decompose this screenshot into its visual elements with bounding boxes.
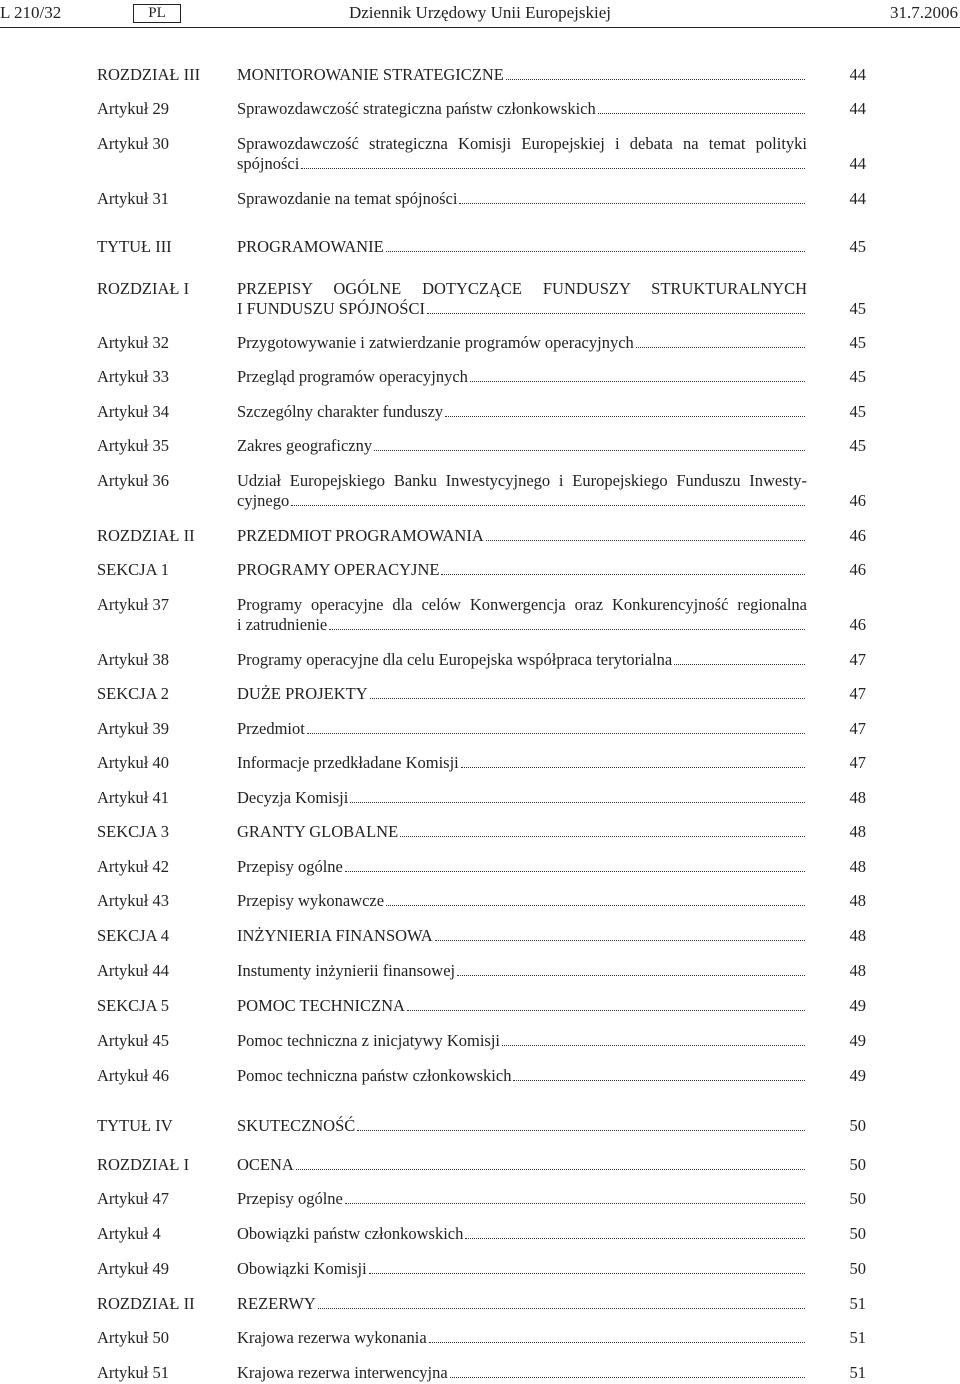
toc-entry-page-number: 47 [849, 753, 866, 772]
toc-title-text: OCENA [237, 1155, 294, 1174]
toc-entry-page-number: 50 [849, 1259, 866, 1278]
toc-entry-label: SEKCJA 4 [97, 926, 169, 945]
toc-entry-page-number: 46 [849, 526, 866, 545]
toc-entry-label: Artykuł 36 [97, 471, 169, 490]
toc-title-text: Przepisy ogólne [237, 857, 343, 876]
toc-entry-label: Artykuł 35 [97, 436, 169, 455]
toc-title-text: MONITOROWANIE STRATEGICZNE [237, 65, 504, 84]
toc-title-line [237, 650, 807, 670]
toc-entry-label: Artykuł 39 [97, 719, 169, 738]
toc-title-line [237, 154, 807, 174]
toc-entry-label: Artykuł 51 [97, 1363, 169, 1382]
toc-title-line [237, 65, 807, 85]
toc-entry-label: SEKCJA 2 [97, 684, 169, 703]
toc-entry-label: Artykuł 4 [97, 1224, 161, 1243]
toc-title-line [237, 1363, 807, 1383]
toc-entry-label: Artykuł 37 [97, 595, 169, 614]
toc-title-line: Programy operacyjne dla celów Konwergencja oraz Konkurencyjność regionalna [237, 595, 807, 614]
toc-entry-title [237, 788, 807, 808]
toc-title-line [237, 1155, 807, 1175]
toc-entry-page-number: 44 [849, 99, 866, 118]
dot-leader [674, 664, 805, 665]
toc-entry-title [237, 1189, 807, 1209]
toc-entry-title [237, 471, 807, 511]
toc-title-text: PROGRAMY OPERACYJNE [237, 560, 440, 579]
toc-entry-label: Artykuł 47 [97, 1189, 169, 1208]
toc-entry-page-number: 45 [849, 333, 866, 352]
dot-leader [427, 313, 805, 314]
toc-entry-page-number: 48 [849, 788, 866, 807]
toc-entry-title [237, 1328, 807, 1348]
toc-title-text: Obowiązki Komisji [237, 1259, 367, 1278]
dot-leader [457, 975, 805, 976]
toc-title-line: Udział Europejskiego Banku Inwestycyjnego i Europejskiego Funduszu Inwesty- [237, 471, 807, 490]
language-badge: PL [133, 4, 181, 23]
toc-entry-label: SEKCJA 1 [97, 560, 169, 579]
toc-entry-page-number: 45 [849, 402, 866, 421]
toc-entry-page-number: 48 [849, 822, 866, 841]
dot-leader [345, 1203, 805, 1204]
dot-leader [386, 905, 805, 906]
toc-entry-page-number: 50 [849, 1189, 866, 1208]
toc-title-text: PROGRAMOWANIE [237, 237, 384, 256]
toc-title-text: Instumenty inżynierii finansowej [237, 961, 456, 980]
dot-leader [370, 698, 805, 699]
toc-entry-label: Artykuł 34 [97, 402, 169, 421]
toc-title-line [237, 1294, 807, 1314]
toc-entry-title [237, 436, 807, 456]
dot-leader [636, 347, 805, 348]
toc-entry-page-number: 44 [849, 65, 866, 84]
toc-title-text: Pomoc techniczna państw członkowskich [237, 1066, 512, 1085]
toc-entry-title [237, 402, 807, 422]
toc-entry-title [237, 857, 807, 877]
toc-entry-label: Artykuł 43 [97, 891, 169, 910]
toc-entry-page-number: 49 [849, 996, 866, 1015]
toc-entry-title [237, 595, 807, 635]
dot-leader [470, 381, 805, 382]
dot-leader [445, 416, 805, 417]
toc-entry-title [237, 1116, 807, 1136]
dot-leader [465, 1238, 805, 1239]
toc-title-text: i zatrudnienie [237, 615, 328, 634]
journal-title: Dziennik Urzędowy Unii Europejskiej [348, 3, 611, 22]
toc-title-line [237, 333, 807, 353]
toc-title-text: Pomoc techniczna z inicjatywy Komisji [237, 1031, 501, 1050]
toc-entry-title [237, 753, 807, 773]
toc-entry-page-number: 48 [849, 891, 866, 910]
dot-leader [357, 1130, 805, 1131]
toc-title-line: PRZEPISY OGÓLNE DOTYCZĄCE FUNDUSZY STRUKTURALNYCH [237, 279, 807, 298]
toc-title-line [237, 526, 807, 546]
toc-title-line [237, 1066, 807, 1086]
dot-leader [459, 203, 805, 204]
toc-entry-title [237, 684, 807, 704]
toc-entry-title [237, 1031, 807, 1051]
toc-title-line [237, 857, 807, 877]
toc-title-text: Programy operacyjne dla celu Europejska współpraca terytorialna [237, 650, 673, 669]
toc-entry-page-number: 44 [849, 154, 866, 173]
toc-title-line [237, 189, 807, 209]
dot-leader [291, 505, 805, 506]
toc-entry-title [237, 996, 807, 1016]
toc-entry-page-number: 46 [849, 491, 866, 510]
toc-entry-title [237, 1224, 807, 1244]
toc-entry-title [237, 526, 807, 546]
dot-leader [429, 1342, 805, 1343]
publication-date: 31.7.2006 [890, 3, 958, 22]
toc-title-text: Krajowa rezerwa interwencyjna [237, 1363, 448, 1382]
toc-title-text: I FUNDUSZU SPÓJNOŚCI [237, 299, 425, 318]
toc-title-text: Sprawozdanie na temat spójności [237, 189, 458, 208]
toc-entry-label: TYTUŁ IV [97, 1116, 173, 1135]
toc-entry-page-number: 50 [849, 1224, 866, 1243]
toc-title-line [237, 299, 807, 319]
toc-title-text: PRZEDMIOT PROGRAMOWANIA [237, 526, 484, 545]
toc-title-line [237, 996, 807, 1016]
toc-title-line [237, 891, 807, 911]
toc-entry-label: ROZDZIAŁ I [97, 279, 190, 298]
toc-title-text: Przedmiot [237, 719, 305, 738]
toc-entry-title [237, 333, 807, 353]
toc-entry-title [237, 237, 807, 257]
dot-leader [307, 733, 805, 734]
toc-title-line [237, 367, 807, 387]
toc-entry-page-number: 48 [849, 961, 866, 980]
dot-leader [345, 871, 805, 872]
toc-entry-page-number: 45 [849, 436, 866, 455]
toc-entry-title [237, 926, 807, 946]
toc-entry-label: Artykuł 42 [97, 857, 169, 876]
toc-title-line [237, 926, 807, 946]
dot-leader [400, 836, 805, 837]
dot-leader [329, 629, 805, 630]
toc-title-line [237, 822, 807, 842]
toc-entry-title [237, 1259, 807, 1279]
toc-entry-label: Artykuł 29 [97, 99, 169, 118]
toc-title-text: INŻYNIERIA FINANSOWA [237, 926, 433, 945]
toc-entry-page-number: 44 [849, 189, 866, 208]
toc-entry-title [237, 189, 807, 209]
toc-title-text: Zakres geograficzny [237, 436, 373, 455]
dot-leader [502, 1045, 805, 1046]
dot-leader [318, 1308, 805, 1309]
toc-entry-title [237, 65, 807, 85]
toc-entry-page-number: 50 [849, 1116, 866, 1135]
toc-title-line [237, 237, 807, 257]
toc-entry-label: ROZDZIAŁ II [97, 1294, 195, 1313]
toc-entry-page-number: 49 [849, 1066, 866, 1085]
dot-leader [296, 1169, 805, 1170]
toc-title-line [237, 684, 807, 704]
dot-leader [486, 540, 805, 541]
toc-title-line [237, 753, 807, 773]
toc-title-line [237, 1259, 807, 1279]
dot-leader [513, 1080, 805, 1081]
page-reference: L 210/32 [0, 3, 62, 22]
toc-entry-page-number: 51 [849, 1294, 866, 1313]
toc-title-line [237, 99, 807, 119]
toc-entry-title [237, 961, 807, 981]
toc-entry-page-number: 47 [849, 650, 866, 669]
toc-entry-title [237, 1066, 807, 1086]
toc-entry-label: Artykuł 44 [97, 961, 169, 980]
toc-entry-page-number: 45 [849, 299, 866, 318]
toc-entry-page-number: 45 [849, 367, 866, 386]
toc-title-text: Sprawozdawczość strategiczna państw członkowskich [237, 99, 596, 118]
toc-entry-title [237, 1363, 807, 1383]
toc-title-text: REZERWY [237, 1294, 316, 1313]
toc-title-text: Przegląd programów operacyjnych [237, 367, 468, 386]
toc-title-line [237, 719, 807, 739]
toc-entry-label: ROZDZIAŁ III [97, 65, 201, 84]
dot-leader [350, 802, 805, 803]
toc-entry-page-number: 51 [849, 1328, 866, 1347]
toc-entry-page-number: 46 [849, 615, 866, 634]
toc-entry-label: Artykuł 38 [97, 650, 169, 669]
toc-entry-title [237, 279, 807, 319]
toc-entry-page-number: 48 [849, 857, 866, 876]
toc-title-line [237, 491, 807, 511]
toc-title-text: Informacje przedkładane Komisji [237, 753, 459, 772]
toc-entry-page-number: 48 [849, 926, 866, 945]
dot-leader [461, 767, 805, 768]
toc-entry-label: SEKCJA 5 [97, 996, 169, 1015]
dot-leader [441, 574, 805, 575]
toc-title-line [237, 615, 807, 635]
toc-entry-label: ROZDZIAŁ II [97, 526, 195, 545]
toc-entry-page-number: 45 [849, 237, 866, 256]
toc-entry-page-number: 47 [849, 684, 866, 703]
dot-leader [598, 113, 805, 114]
toc-title-line [237, 1224, 807, 1244]
dot-leader [435, 940, 805, 941]
toc-title-line [237, 402, 807, 422]
toc-entry-label: Artykuł 45 [97, 1031, 169, 1050]
dot-leader [407, 1010, 805, 1011]
dot-leader [374, 450, 805, 451]
toc-title-text: Przepisy wykonawcze [237, 891, 385, 910]
dot-leader [386, 251, 805, 252]
toc-entry-page-number: 50 [849, 1155, 866, 1174]
toc-title-line [237, 788, 807, 808]
toc-title-text: Obowiązki państw członkowskich [237, 1224, 464, 1243]
toc-entry-title [237, 1155, 807, 1175]
toc-entry-title [237, 1294, 807, 1314]
toc-entry-title [237, 134, 807, 174]
toc-title-text: POMOC TECHNICZNA [237, 996, 405, 1015]
toc-entry-title [237, 367, 807, 387]
toc-title-line [237, 1189, 807, 1209]
toc-entry-page-number: 46 [849, 560, 866, 579]
toc-title-text: spójności [237, 154, 300, 173]
toc-entry-label: Artykuł 30 [97, 134, 169, 153]
toc-title-line [237, 1031, 807, 1051]
toc-entry-label: TYTUŁ III [97, 237, 172, 256]
toc-title-text: GRANTY GLOBALNE [237, 822, 399, 841]
toc-title-text: Szczególny charakter funduszy [237, 402, 444, 421]
toc-title-text: Krajowa rezerwa wykonania [237, 1328, 427, 1347]
toc-entry-label: Artykuł 40 [97, 753, 169, 772]
toc-title-line: Sprawozdawczość strategiczna Komisji Europejskiej i debata na temat polityki [237, 134, 807, 153]
toc-title-text: cyjnego [237, 491, 290, 510]
toc-entry-label: Artykuł 46 [97, 1066, 169, 1085]
toc-title-text: Decyzja Komisji [237, 788, 349, 807]
toc-entry-title [237, 719, 807, 739]
toc-entry-label: Artykuł 49 [97, 1259, 169, 1278]
dot-leader [506, 79, 805, 80]
toc-entry-label: SEKCJA 3 [97, 822, 169, 841]
toc-entry-page-number: 47 [849, 719, 866, 738]
toc-title-line [237, 1328, 807, 1348]
toc-entry-title [237, 650, 807, 670]
toc-entry-label: ROZDZIAŁ I [97, 1155, 190, 1174]
dot-leader [301, 168, 805, 169]
toc-title-text: Przygotowywanie i zatwierdzanie programów operacyjnych [237, 333, 634, 352]
toc-entry-page-number: 51 [849, 1363, 866, 1382]
toc-title-line [237, 560, 807, 580]
toc-entry-label: Artykuł 50 [97, 1328, 169, 1347]
toc-entry-label: Artykuł 33 [97, 367, 169, 386]
toc-entry-page-number: 49 [849, 1031, 866, 1050]
toc-entry-title [237, 891, 807, 911]
toc-title-line [237, 961, 807, 981]
dot-leader [369, 1273, 805, 1274]
toc-entry-label: Artykuł 31 [97, 189, 169, 208]
toc-entry-title [237, 560, 807, 580]
toc-entry-label: Artykuł 32 [97, 333, 169, 352]
toc-entry-title [237, 99, 807, 119]
toc-title-text: DUŻE PROJEKTY [237, 684, 368, 703]
toc-title-text: Przepisy ogólne [237, 1189, 343, 1208]
toc-entry-title [237, 822, 807, 842]
toc-title-line [237, 436, 807, 456]
toc-title-text: SKUTECZNOŚĆ [237, 1116, 356, 1135]
toc-title-line [237, 1116, 807, 1136]
dot-leader [450, 1377, 805, 1378]
toc-entry-label: Artykuł 41 [97, 788, 169, 807]
